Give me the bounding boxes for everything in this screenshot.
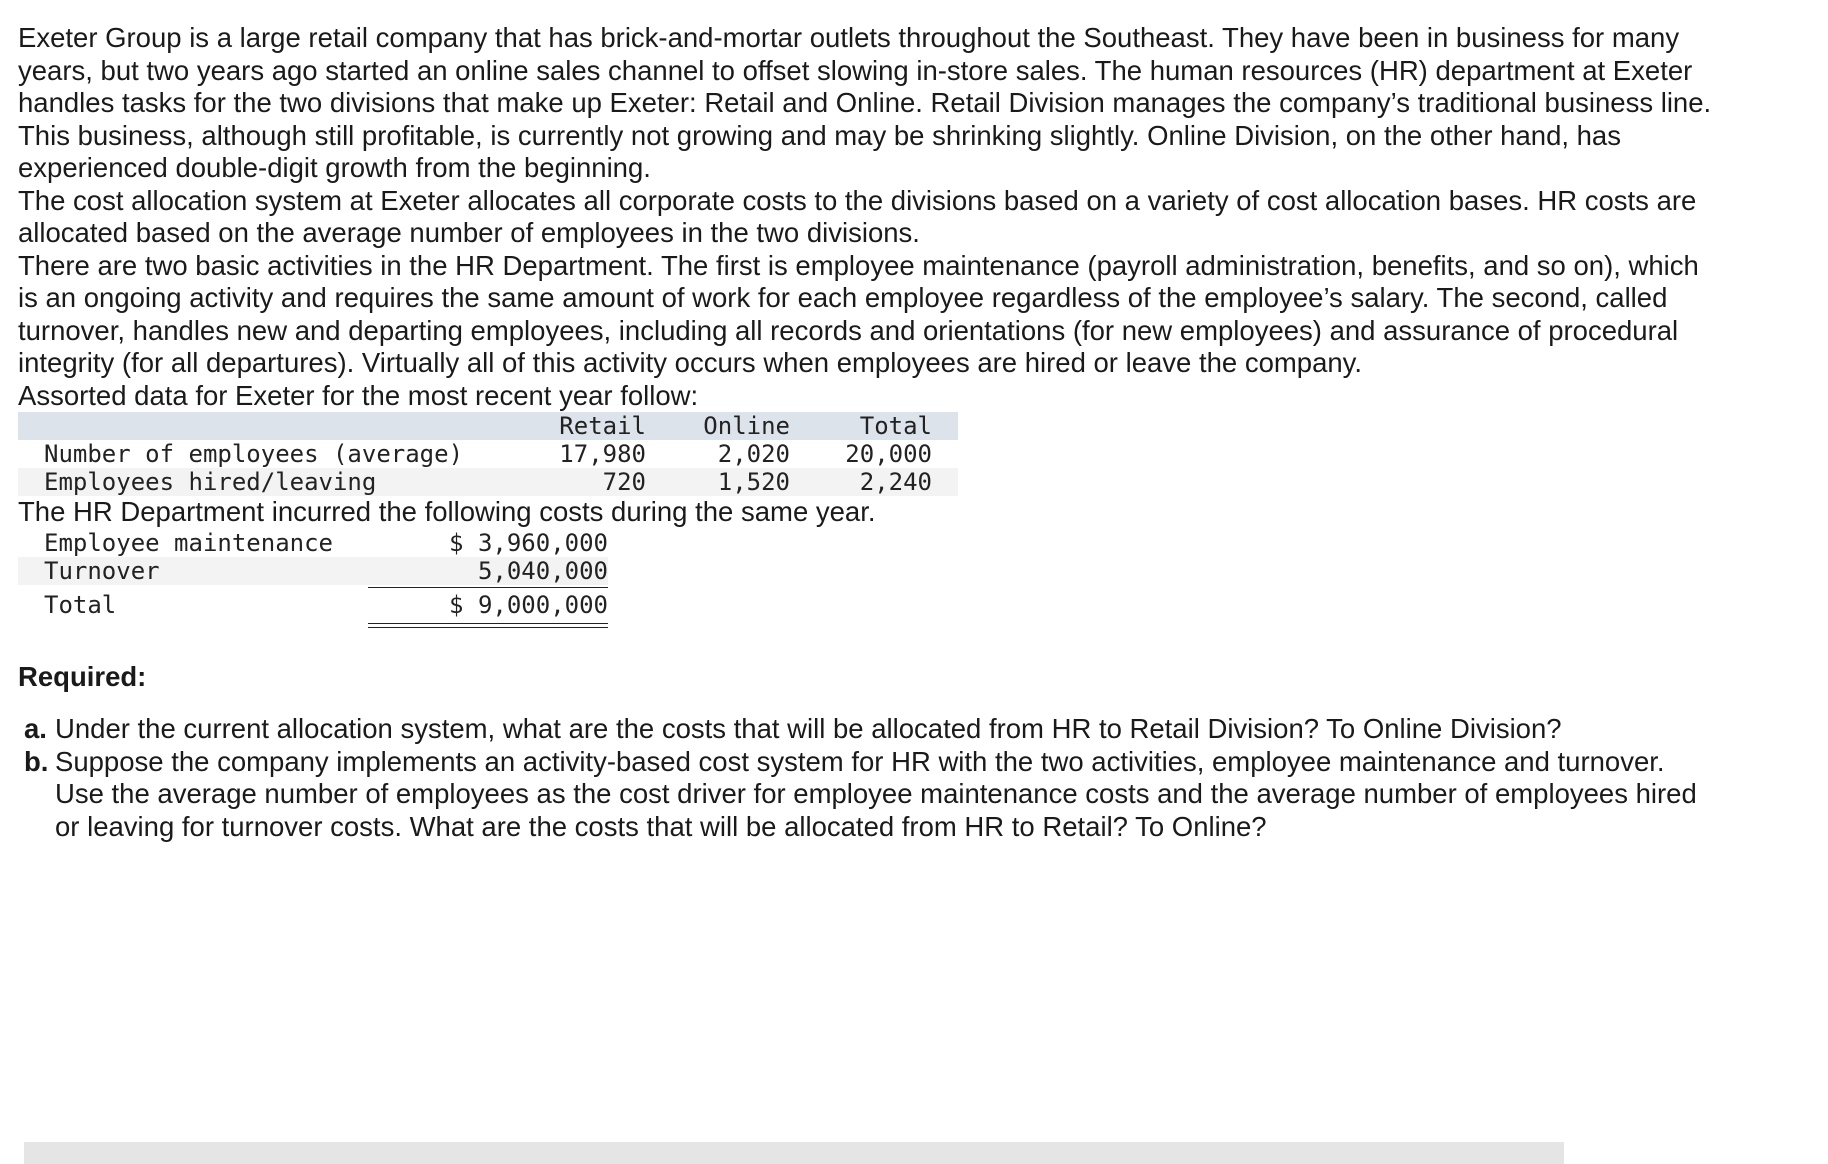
- problem-content: [18, 22, 1718, 843]
- table-header-band: [18, 412, 958, 440]
- cost-label-total: Total: [44, 590, 117, 619]
- required-text-a: Under the current allocation system, what are the costs that will be allocated from HR to Retail Division? To Online Division?: [55, 713, 1562, 744]
- cost-amount-total: $ 9,000,000: [449, 590, 608, 619]
- row-label-hired-leaving: Employees hired/leaving: [44, 468, 377, 496]
- cost-label-maintenance: Employee maintenance: [44, 528, 333, 557]
- division-data-table: [18, 412, 958, 496]
- col-header-online: Online: [703, 412, 790, 440]
- required-letter-b: b.: [24, 745, 49, 777]
- cost-amount-maintenance: $ 3,960,000: [449, 528, 608, 557]
- row-label-employees: Number of employees (average): [44, 440, 464, 468]
- required-text-b: Suppose the company implements an activity-based cost system for HR with the two activities, employee maintenance and turnover. Use the average number of employees as the cost driver for employee maintenance costs and the average number of employees hired or leaving for turnover costs. What are the costs that will be allocated from HR to Retail? To Online?: [55, 745, 1697, 842]
- cell-employees-retail: 17,980: [559, 440, 646, 468]
- data-intro-paragraph: Assorted data for Exeter for the most recent year follow:: [18, 379, 699, 411]
- col-header-retail: Retail: [559, 412, 646, 440]
- cell-employees-online: 2,020: [717, 440, 790, 468]
- required-list: [24, 713, 1718, 843]
- required-heading: Required:: [18, 660, 147, 692]
- costs-intro-paragraph: The HR Department incurred the following costs during the same year.: [18, 496, 876, 527]
- cell-hired-online: 1,520: [717, 468, 790, 496]
- intro-paragraph: Exeter Group is a large retail company that has brick-and-mortar outlets throughout the Southeast. They have been in business for many years, but two years ago started an online sales channel to offset slowing in-store sales. The human resources (HR) department at Exeter handles tasks for the two divisions that make up Exeter: Retail and Online. Retail Division manages the company’s traditional business line. This business, although still profitable, is currently not growing and may be shrinking slightly. Online Division, on the other hand, has experienced double-digit growth from the beginning.: [18, 22, 1712, 183]
- answer-area-bar: [24, 1142, 1564, 1164]
- cost-amount-turnover: 5,040,000: [477, 556, 608, 585]
- cost-label-turnover: Turnover: [44, 556, 160, 585]
- subtotal-underline: [368, 587, 608, 588]
- allocation-paragraph: The cost allocation system at Exeter allocates all corporate costs to the divisions based on a variety of cost allocation bases. HR costs are allocated based on the average number of employees in the two divisions.: [18, 184, 1697, 248]
- cell-hired-retail: 720: [602, 468, 646, 496]
- cell-hired-total: 2,240: [859, 468, 932, 496]
- activities-paragraph: There are two basic activities in the HR Department. The first is employee maintenance (payroll administration, benefits, and so on), which is an ongoing activity and requires the same amount of work for each employee regardless of the employee’s salary. The second, called turnover, handles new and departing employees, including all records and orientations (for new employees) and assurance of procedural integrity (for all departures). Virtually all of this activity occurs when employees are hired or leave the company.: [18, 249, 1699, 378]
- required-item-a: [24, 713, 1718, 746]
- total-double-underline: [368, 623, 608, 628]
- hr-cost-table: [18, 529, 618, 629]
- cell-employees-total: 20,000: [845, 440, 932, 468]
- required-letter-a: a.: [24, 713, 47, 744]
- col-header-total: Total: [859, 412, 932, 440]
- required-item-b: [24, 746, 1718, 844]
